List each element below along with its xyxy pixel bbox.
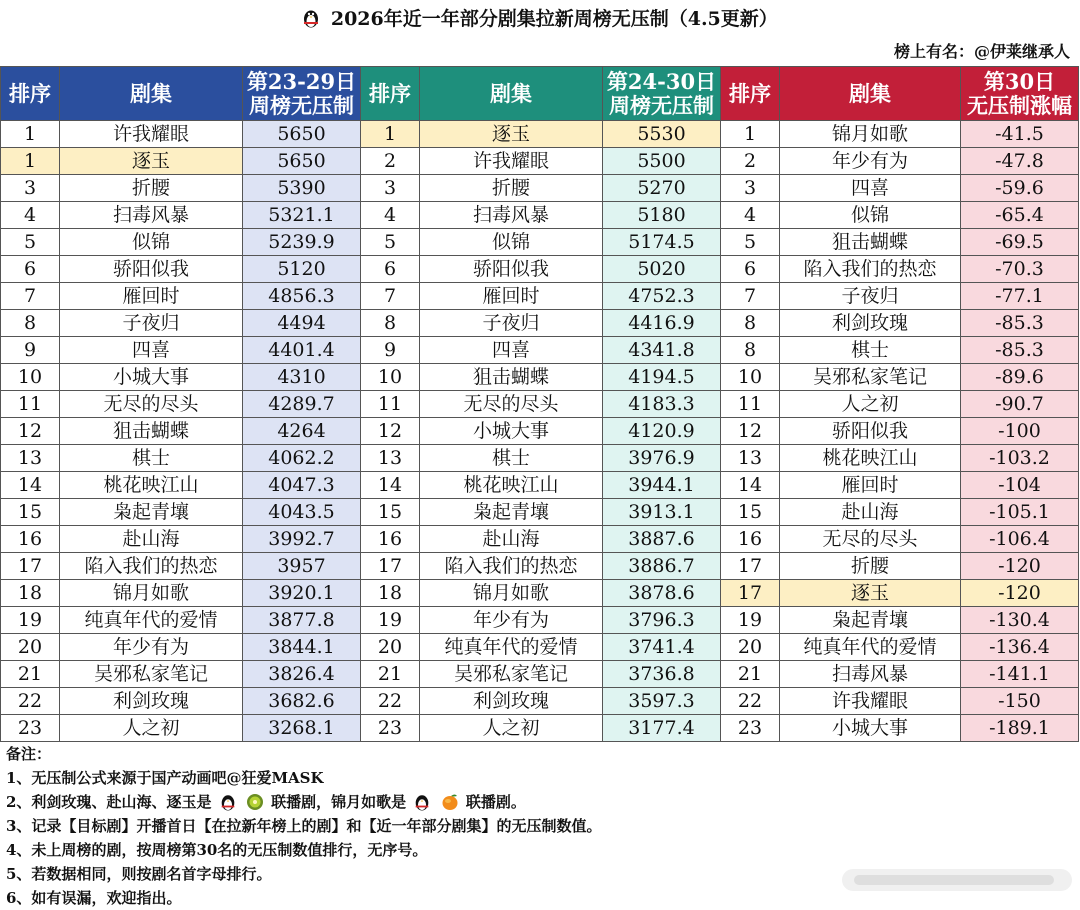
rank-cell: 8 <box>1 310 60 337</box>
rank-cell: 3 <box>361 175 420 202</box>
table-row <box>1 364 1079 391</box>
show-cell: 小城大事 <box>780 715 961 742</box>
col-header-value-1-line1: 第23-29日 <box>246 68 357 94</box>
value-cell: 3597.3 <box>603 688 721 715</box>
rank-cell: 10 <box>721 364 780 391</box>
value-cell: 3826.4 <box>243 661 361 688</box>
rank-cell: 13 <box>721 445 780 472</box>
value-cell: 4120.9 <box>603 418 721 445</box>
value-cell: 3177.4 <box>603 715 721 742</box>
rank-cell: 22 <box>1 688 60 715</box>
penguin-icon <box>413 793 431 811</box>
value-cell: 4752.3 <box>603 283 721 310</box>
rank-cell: 5 <box>361 229 420 256</box>
show-cell: 许我耀眼 <box>60 121 243 148</box>
show-cell: 骄阳似我 <box>780 418 961 445</box>
rank-cell: 15 <box>361 499 420 526</box>
show-cell: 四喜 <box>60 337 243 364</box>
rank-cell: 11 <box>361 391 420 418</box>
show-cell: 四喜 <box>780 175 961 202</box>
show-cell: 陷入我们的热恋 <box>60 553 243 580</box>
col-header-show-3: 剧集 <box>780 67 961 121</box>
value-cell: -65.4 <box>961 202 1079 229</box>
value-cell: 4856.3 <box>243 283 361 310</box>
penguin-icon <box>219 793 237 811</box>
col-header-value-1 <box>243 67 361 121</box>
rank-cell: 5 <box>721 229 780 256</box>
table-row <box>1 445 1079 472</box>
table-row <box>1 499 1079 526</box>
value-cell: 3886.7 <box>603 553 721 580</box>
note-2-part-b: 联播剧，锦月如歌是 <box>271 793 407 811</box>
show-cell: 无尽的尽头 <box>420 391 603 418</box>
value-cell: -59.6 <box>961 175 1079 202</box>
rank-cell: 7 <box>721 283 780 310</box>
penguin-icon <box>302 8 320 28</box>
table-row <box>1 256 1079 283</box>
value-cell: 4310 <box>243 364 361 391</box>
value-cell: -136.4 <box>961 634 1079 661</box>
value-cell: -85.3 <box>961 337 1079 364</box>
rank-cell: 8 <box>721 337 780 364</box>
header-row <box>1 67 1079 121</box>
value-cell: 4494 <box>243 310 361 337</box>
rank-cell: 16 <box>1 526 60 553</box>
show-cell: 枭起青壤 <box>780 607 961 634</box>
col-header-value-3-line1: 第30日 <box>983 68 1056 94</box>
show-cell: 吴邪私家笔记 <box>780 364 961 391</box>
rank-cell: 11 <box>721 391 780 418</box>
value-cell: 4194.5 <box>603 364 721 391</box>
table-row <box>1 418 1079 445</box>
rank-cell: 17 <box>1 553 60 580</box>
rank-cell: 23 <box>361 715 420 742</box>
rank-cell: 7 <box>361 283 420 310</box>
title-text: 2026年近一年部分剧集拉新周榜无压制（4.5更新） <box>330 8 778 30</box>
value-cell: 5120 <box>243 256 361 283</box>
rank-cell: 14 <box>1 472 60 499</box>
col-header-value-1-line2: 周榜无压制 <box>249 92 354 118</box>
table-row <box>1 202 1079 229</box>
rank-cell: 9 <box>361 337 420 364</box>
show-cell: 狙击蝴蝶 <box>420 364 603 391</box>
show-cell: 纯真年代的爱情 <box>60 607 243 634</box>
value-cell: -103.2 <box>961 445 1079 472</box>
value-cell: 4289.7 <box>243 391 361 418</box>
rank-cell: 13 <box>361 445 420 472</box>
show-cell: 扫毒风暴 <box>780 661 961 688</box>
show-cell: 桃花映江山 <box>60 472 243 499</box>
show-cell: 狙击蝴蝶 <box>780 229 961 256</box>
show-cell: 折腰 <box>420 175 603 202</box>
show-cell: 扫毒风暴 <box>420 202 603 229</box>
value-cell: 5174.5 <box>603 229 721 256</box>
show-cell: 吴邪私家笔记 <box>420 661 603 688</box>
rank-cell: 6 <box>1 256 60 283</box>
rank-cell: 22 <box>721 688 780 715</box>
note-3: 3、记录【目标剧】开播首日【在拉新年榜上的剧】和【近一年部分剧集】的无压制数值。 <box>6 817 602 835</box>
rank-cell: 17 <box>361 553 420 580</box>
show-cell: 赴山海 <box>420 526 603 553</box>
rank-cell: 12 <box>1 418 60 445</box>
table-row <box>1 715 1079 742</box>
value-cell: 3682.6 <box>243 688 361 715</box>
col-header-show-1: 剧集 <box>60 67 243 121</box>
value-cell: 5270 <box>603 175 721 202</box>
rank-cell: 7 <box>1 283 60 310</box>
value-cell: -41.5 <box>961 121 1079 148</box>
value-cell: -89.6 <box>961 364 1079 391</box>
rank-cell: 5 <box>1 229 60 256</box>
value-cell: 3920.1 <box>243 580 361 607</box>
rank-cell: 8 <box>361 310 420 337</box>
show-cell: 年少有为 <box>60 634 243 661</box>
show-cell: 折腰 <box>780 553 961 580</box>
table-row <box>1 526 1079 553</box>
value-cell: 5321.1 <box>243 202 361 229</box>
show-cell: 骄阳似我 <box>60 256 243 283</box>
show-cell: 似锦 <box>780 202 961 229</box>
value-cell: 3796.3 <box>603 607 721 634</box>
col-header-show-2: 剧集 <box>420 67 603 121</box>
value-cell: 3844.1 <box>243 634 361 661</box>
value-cell: 4416.9 <box>603 310 721 337</box>
watermark-blur <box>842 865 1072 895</box>
rank-cell: 4 <box>721 202 780 229</box>
rank-cell: 12 <box>361 418 420 445</box>
col-header-value-2-line2: 周榜无压制 <box>609 92 714 118</box>
value-cell: -90.7 <box>961 391 1079 418</box>
mango-icon <box>441 793 459 811</box>
rank-cell: 19 <box>721 607 780 634</box>
value-cell: 3913.1 <box>603 499 721 526</box>
rank-cell: 1 <box>1 148 60 175</box>
col-header-value-3-line2: 无压制涨幅 <box>967 92 1072 118</box>
table-row <box>1 283 1079 310</box>
table-row <box>1 472 1079 499</box>
show-cell: 纯真年代的爱情 <box>780 634 961 661</box>
value-cell: 5180 <box>603 202 721 229</box>
rank-cell: 10 <box>1 364 60 391</box>
note-1: 1、无压制公式来源于国产动画吧@狂爱MASK <box>6 769 324 787</box>
table-row <box>1 607 1079 634</box>
show-cell: 小城大事 <box>60 364 243 391</box>
rank-cell: 20 <box>721 634 780 661</box>
show-cell: 棋士 <box>420 445 603 472</box>
table-row <box>1 337 1079 364</box>
rank-cell: 16 <box>361 526 420 553</box>
show-cell: 许我耀眼 <box>780 688 961 715</box>
value-cell: 4047.3 <box>243 472 361 499</box>
show-cell: 逐玉 <box>420 121 603 148</box>
show-cell: 无尽的尽头 <box>60 391 243 418</box>
rank-cell: 2 <box>361 148 420 175</box>
rank-cell: 4 <box>1 202 60 229</box>
show-cell: 棋士 <box>780 337 961 364</box>
value-cell: 3268.1 <box>243 715 361 742</box>
value-cell: -85.3 <box>961 310 1079 337</box>
value-cell: -77.1 <box>961 283 1079 310</box>
rank-cell: 16 <box>721 526 780 553</box>
value-cell: -150 <box>961 688 1079 715</box>
value-cell: 4062.2 <box>243 445 361 472</box>
show-cell: 桃花映江山 <box>420 472 603 499</box>
show-cell: 陷入我们的热恋 <box>420 553 603 580</box>
value-cell: 4264 <box>243 418 361 445</box>
col-header-rank-1: 排序 <box>1 67 60 121</box>
rank-cell: 14 <box>361 472 420 499</box>
show-cell: 人之初 <box>420 715 603 742</box>
page-title <box>0 0 1080 38</box>
rank-cell: 12 <box>721 418 780 445</box>
rank-cell: 23 <box>1 715 60 742</box>
value-cell: 3887.6 <box>603 526 721 553</box>
show-cell: 骄阳似我 <box>420 256 603 283</box>
value-cell: -120 <box>961 580 1079 607</box>
value-cell: 4183.3 <box>603 391 721 418</box>
show-cell: 利剑玫瑰 <box>780 310 961 337</box>
value-cell: 3878.6 <box>603 580 721 607</box>
show-cell: 棋士 <box>60 445 243 472</box>
show-cell: 狙击蝴蝶 <box>60 418 243 445</box>
rank-cell: 19 <box>1 607 60 634</box>
notes-label: 备注： <box>6 745 52 763</box>
rank-cell: 21 <box>1 661 60 688</box>
table-row <box>1 661 1079 688</box>
rank-cell: 19 <box>361 607 420 634</box>
rank-cell: 15 <box>1 499 60 526</box>
rank-cell: 8 <box>721 310 780 337</box>
ranking-table <box>0 66 1079 742</box>
show-cell: 子夜归 <box>780 283 961 310</box>
show-cell: 锦月如歌 <box>60 580 243 607</box>
value-cell: 5020 <box>603 256 721 283</box>
show-cell: 折腰 <box>60 175 243 202</box>
note-4: 4、未上周榜的剧，按周榜第30名的无压制数值排行，无序号。 <box>6 841 428 859</box>
table-row <box>1 148 1079 175</box>
value-cell: -47.8 <box>961 148 1079 175</box>
value-cell: -104 <box>961 472 1079 499</box>
show-cell: 吴邪私家笔记 <box>60 661 243 688</box>
note-6: 6、如有误漏，欢迎指出。 <box>6 889 182 907</box>
show-cell: 枭起青壤 <box>420 499 603 526</box>
table-row <box>1 121 1079 148</box>
value-cell: -130.4 <box>961 607 1079 634</box>
value-cell: -70.3 <box>961 256 1079 283</box>
rank-cell: 21 <box>721 661 780 688</box>
value-cell: -105.1 <box>961 499 1079 526</box>
show-cell: 纯真年代的爱情 <box>420 634 603 661</box>
show-cell: 似锦 <box>420 229 603 256</box>
rank-cell: 2 <box>721 148 780 175</box>
rank-cell: 1 <box>361 121 420 148</box>
show-cell: 子夜归 <box>60 310 243 337</box>
note-5: 5、若数据相同，则按剧名首字母排行。 <box>6 865 272 883</box>
rank-cell: 17 <box>721 553 780 580</box>
note-2-part-c: 联播剧。 <box>465 793 526 811</box>
rank-cell: 3 <box>1 175 60 202</box>
show-cell: 雁回时 <box>780 472 961 499</box>
value-cell: 4043.5 <box>243 499 361 526</box>
value-cell: 3976.9 <box>603 445 721 472</box>
value-cell: -100 <box>961 418 1079 445</box>
show-cell: 陷入我们的热恋 <box>780 256 961 283</box>
value-cell: 3736.8 <box>603 661 721 688</box>
source-credit: 榜上有名：@伊莱继承人 <box>893 42 1070 61</box>
table-row <box>1 634 1079 661</box>
rank-cell: 4 <box>361 202 420 229</box>
show-cell: 逐玉 <box>780 580 961 607</box>
show-cell: 锦月如歌 <box>780 121 961 148</box>
rank-cell: 6 <box>721 256 780 283</box>
value-cell: 5390 <box>243 175 361 202</box>
value-cell: 5650 <box>243 121 361 148</box>
show-cell: 年少有为 <box>420 607 603 634</box>
note-2-part-a: 2、利剑玫瑰、赴山海、逐玉是 <box>6 793 212 811</box>
table-row <box>1 580 1079 607</box>
rank-cell: 20 <box>1 634 60 661</box>
value-cell: 5530 <box>603 121 721 148</box>
rank-cell: 13 <box>1 445 60 472</box>
show-cell: 雁回时 <box>420 283 603 310</box>
value-cell: -106.4 <box>961 526 1079 553</box>
rank-cell: 1 <box>1 121 60 148</box>
rank-cell: 22 <box>361 688 420 715</box>
show-cell: 子夜归 <box>420 310 603 337</box>
show-cell: 四喜 <box>420 337 603 364</box>
kiwi-icon <box>246 793 264 811</box>
rank-cell: 15 <box>721 499 780 526</box>
rank-cell: 11 <box>1 391 60 418</box>
value-cell: 4401.4 <box>243 337 361 364</box>
show-cell: 人之初 <box>60 715 243 742</box>
rank-cell: 18 <box>361 580 420 607</box>
show-cell: 年少有为 <box>780 148 961 175</box>
col-header-rank-2: 排序 <box>361 67 420 121</box>
show-cell: 小城大事 <box>420 418 603 445</box>
value-cell: 3877.8 <box>243 607 361 634</box>
show-cell: 利剑玫瑰 <box>420 688 603 715</box>
show-cell: 枭起青壤 <box>60 499 243 526</box>
value-cell: -120 <box>961 553 1079 580</box>
show-cell: 无尽的尽头 <box>780 526 961 553</box>
value-cell: -189.1 <box>961 715 1079 742</box>
rank-cell: 17 <box>721 580 780 607</box>
rank-cell: 10 <box>361 364 420 391</box>
rank-cell: 1 <box>721 121 780 148</box>
show-cell: 锦月如歌 <box>420 580 603 607</box>
value-cell: 4341.8 <box>603 337 721 364</box>
rank-cell: 9 <box>1 337 60 364</box>
show-cell: 许我耀眼 <box>420 148 603 175</box>
rank-cell: 6 <box>361 256 420 283</box>
value-cell: 3957 <box>243 553 361 580</box>
show-cell: 桃花映江山 <box>780 445 961 472</box>
value-cell: 5239.9 <box>243 229 361 256</box>
value-cell: -69.5 <box>961 229 1079 256</box>
col-header-value-2-line1: 第24-30日 <box>606 68 717 94</box>
table-row <box>1 310 1079 337</box>
show-cell: 逐玉 <box>60 148 243 175</box>
show-cell: 雁回时 <box>60 283 243 310</box>
show-cell: 似锦 <box>60 229 243 256</box>
value-cell: 5500 <box>603 148 721 175</box>
table-row <box>1 175 1079 202</box>
show-cell: 人之初 <box>780 391 961 418</box>
table-row <box>1 688 1079 715</box>
show-cell: 利剑玫瑰 <box>60 688 243 715</box>
show-cell: 扫毒风暴 <box>60 202 243 229</box>
col-header-rank-3: 排序 <box>721 67 780 121</box>
rank-cell: 3 <box>721 175 780 202</box>
rank-cell: 23 <box>721 715 780 742</box>
rank-cell: 18 <box>1 580 60 607</box>
table-row <box>1 553 1079 580</box>
value-cell: 3992.7 <box>243 526 361 553</box>
value-cell: 5650 <box>243 148 361 175</box>
rank-cell: 14 <box>721 472 780 499</box>
rank-cell: 20 <box>361 634 420 661</box>
table-row <box>1 391 1079 418</box>
note-2 <box>6 790 1076 814</box>
table-row <box>1 229 1079 256</box>
value-cell: 3741.4 <box>603 634 721 661</box>
show-cell: 赴山海 <box>780 499 961 526</box>
col-header-value-2 <box>603 67 721 121</box>
show-cell: 赴山海 <box>60 526 243 553</box>
value-cell: -141.1 <box>961 661 1079 688</box>
rank-cell: 21 <box>361 661 420 688</box>
col-header-value-3 <box>961 67 1079 121</box>
value-cell: 3944.1 <box>603 472 721 499</box>
